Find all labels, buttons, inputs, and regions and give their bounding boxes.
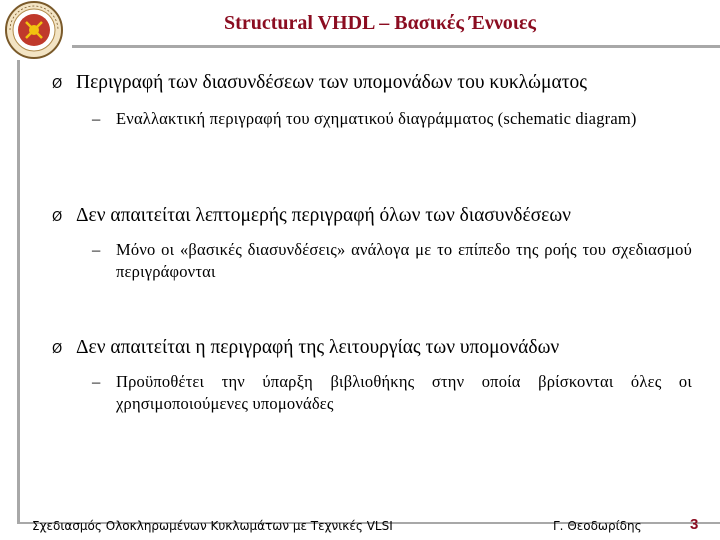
university-emblem-icon	[0, 0, 72, 62]
bullet-item	[52, 337, 559, 359]
page-number: 3	[690, 516, 699, 533]
bullet-text: Δεν απαιτείται λεπτομερής περιγραφή όλων των διασυνδέσεων	[76, 205, 571, 226]
arrow-bullet-icon: Ø	[52, 77, 63, 92]
frame-left-rule	[17, 60, 20, 524]
slide-title: Structural VHDL – Βασικές Έννοιες	[224, 12, 536, 34]
arrow-bullet-icon: Ø	[52, 342, 63, 357]
bullet-item	[52, 72, 587, 94]
sub-bullet-item	[92, 371, 692, 415]
sub-bullet-item	[92, 239, 692, 283]
bullet-text: Περιγραφή των διασυνδέσεων των υπομονάδων του κυκλώματος	[76, 72, 587, 93]
sub-bullet-text: Μόνο οι «βασικές διασυνδέσεις» ανάλογα με το επίπεδο της ροής του σχεδιασμού περιγράφονται	[116, 240, 692, 281]
arrow-bullet-icon: Ø	[52, 210, 63, 225]
dash-bullet-icon: –	[92, 372, 101, 391]
dash-bullet-icon: –	[92, 109, 101, 128]
bullet-text: Δεν απαιτείται η περιγραφή της λειτουργίας των υπομονάδων	[76, 337, 560, 358]
dash-bullet-icon: –	[92, 240, 101, 259]
frame-top-rule	[72, 45, 720, 48]
sub-bullet-text: Προϋποθέτει την ύπαρξη βιβλιοθήκης στην οποία βρίσκονται όλες οι χρησιμοποιούμενες υπομονάδες	[116, 372, 692, 413]
bullet-item	[52, 205, 571, 227]
sub-bullet-item	[92, 108, 692, 130]
footer-author: Γ. Θεοδωρίδης	[553, 519, 642, 533]
sub-bullet-text: Εναλλακτική περιγραφή του σχηματικού διαγράμματος (schematic diagram)	[116, 109, 637, 128]
footer-course-title: Σχεδιασμός Ολοκληρωμένων Κυκλωμάτων με Τεχνικές VLSI	[32, 519, 393, 533]
